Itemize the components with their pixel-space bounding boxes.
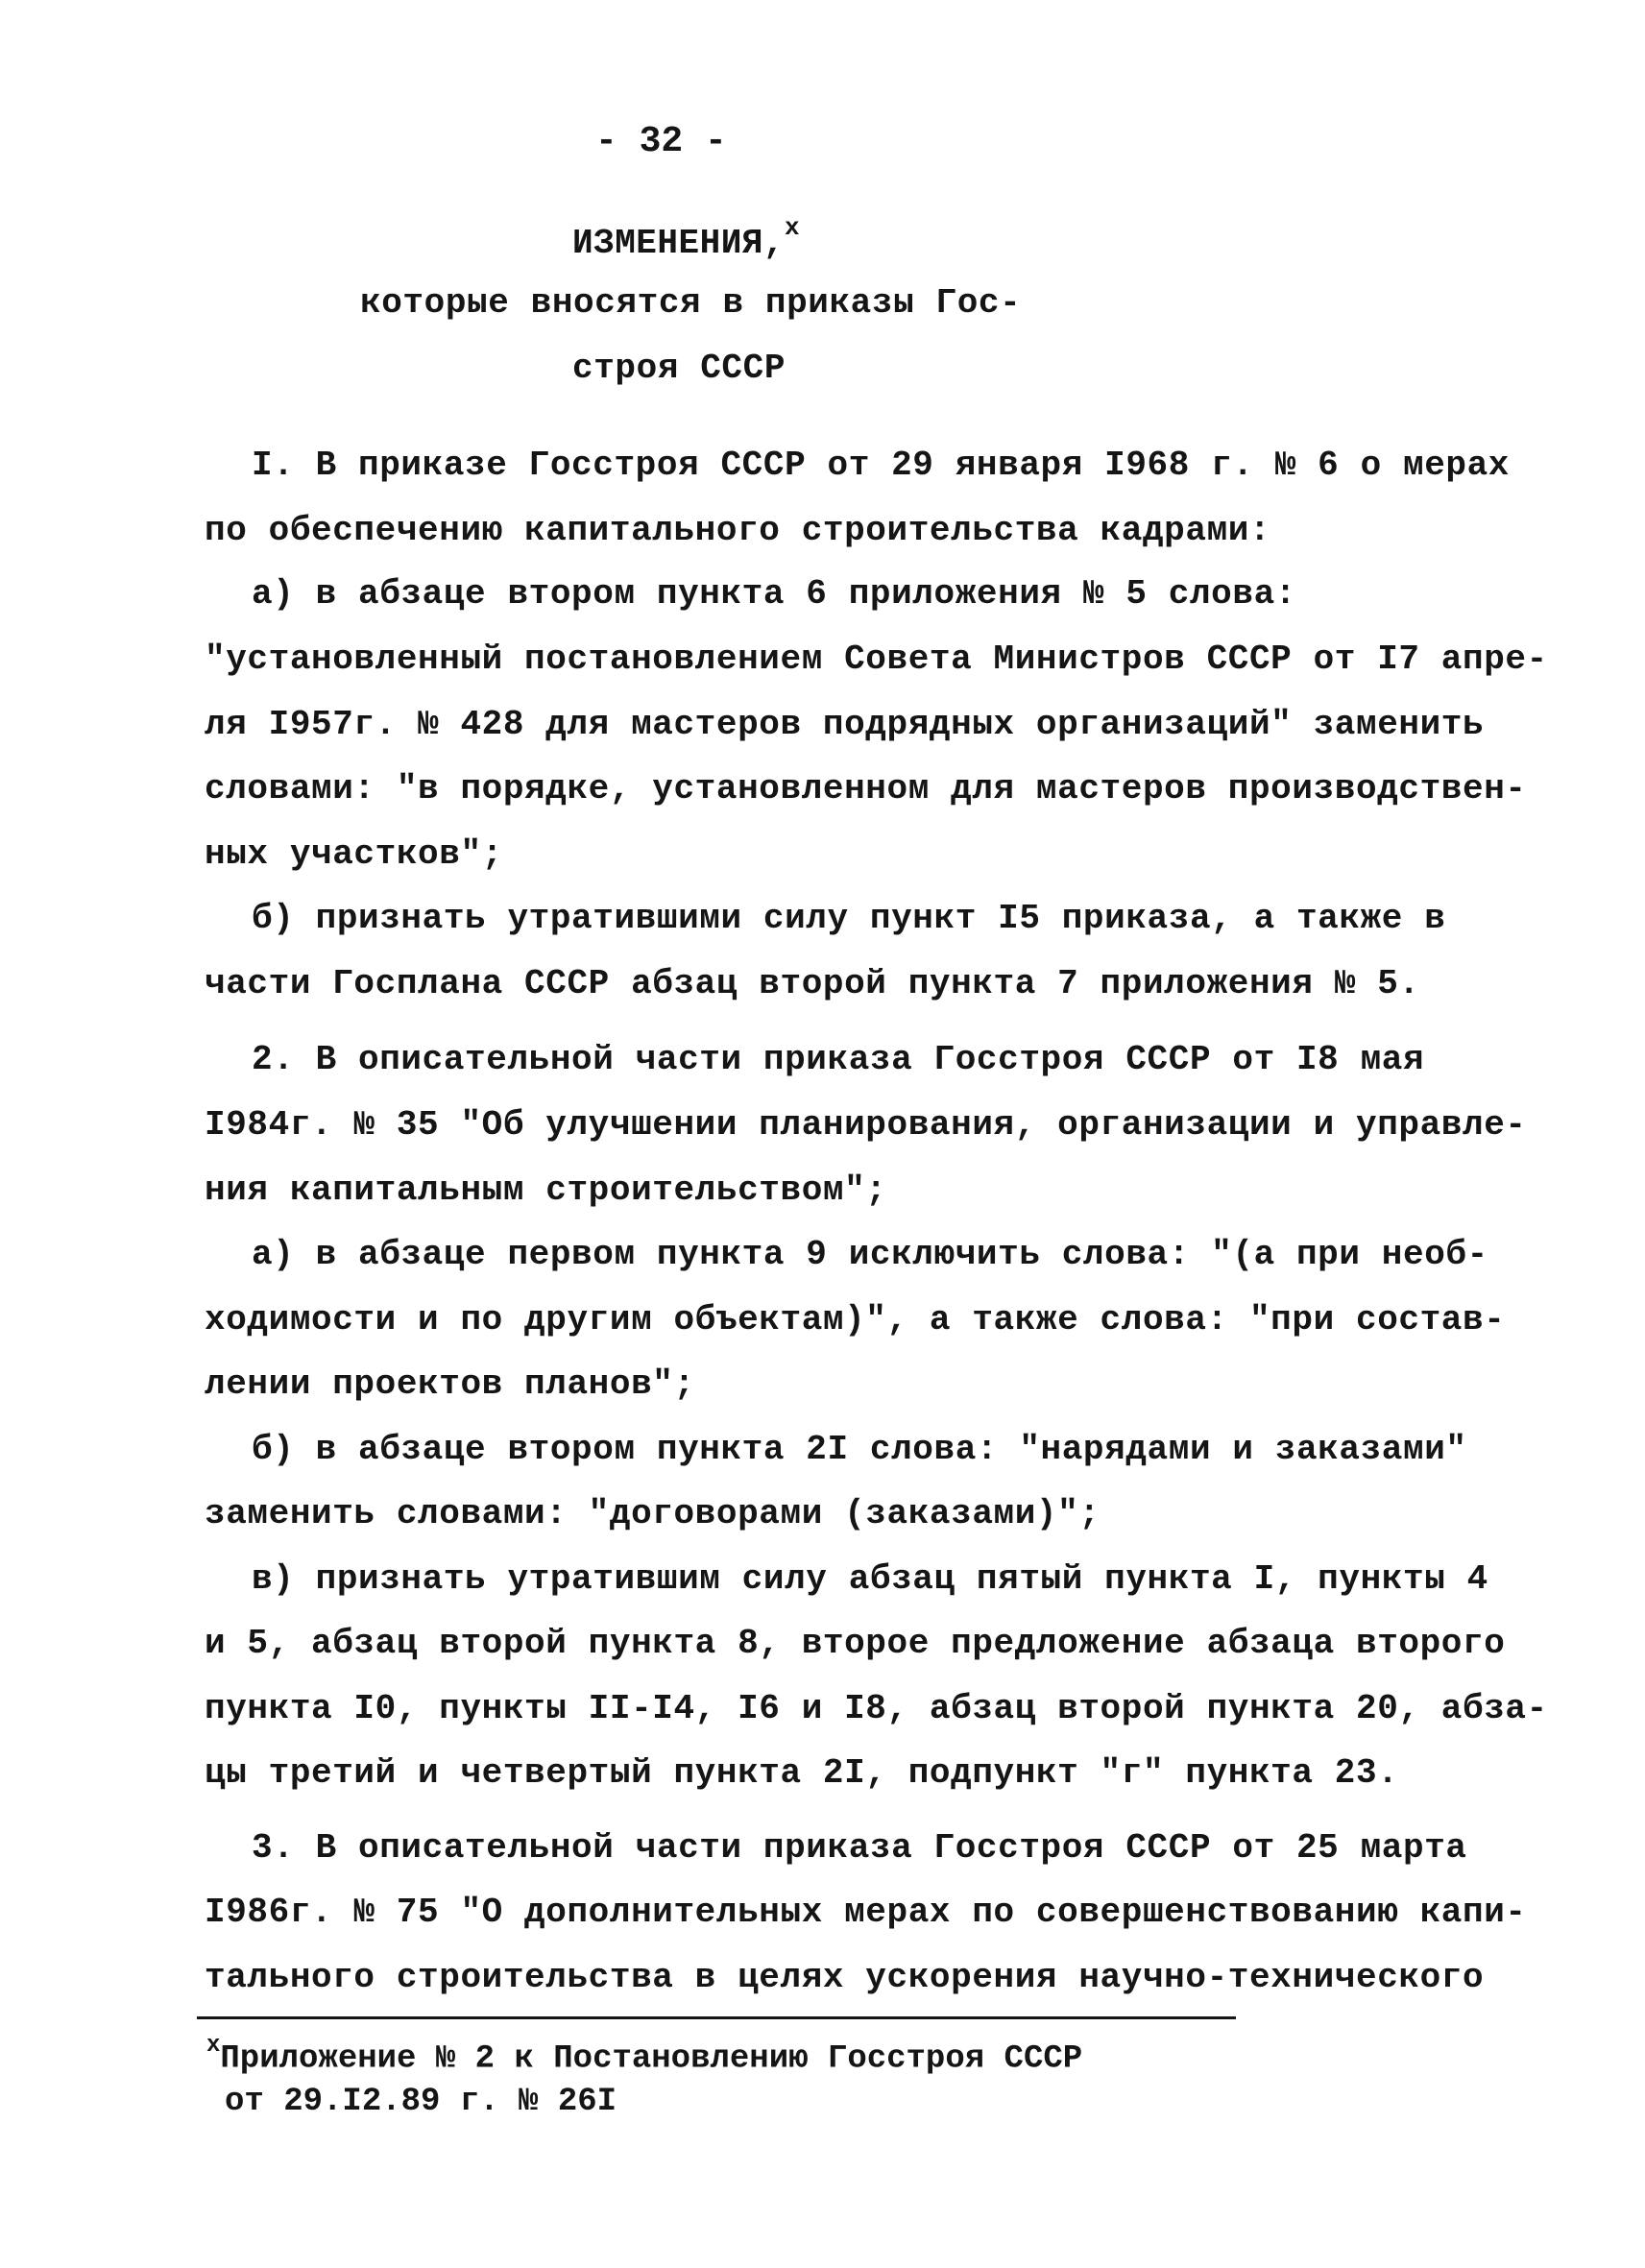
body-line: 2. В описательной части приказа Госстроя СССР от I8 мая xyxy=(252,1040,1425,1079)
body-line: и 5, абзац второй пункта 8, второе предложение абзаца второго xyxy=(205,1624,1506,1663)
body-line: I986г. № 75 "О дополнительных мерах по совершенствованию капи- xyxy=(205,1893,1527,1932)
footnote-mark: x xyxy=(206,2033,221,2059)
body-line: а) в абзаце первом пункта 9 исключить слова: "(а при необ- xyxy=(252,1235,1488,1274)
body-line: а) в абзаце втором пункта 6 приложения № 5 слова: xyxy=(252,574,1296,614)
body-line: пункта I0, пункты II-I4, I6 и I8, абзац второй пункта 20, абза- xyxy=(205,1689,1548,1728)
footnote-divider xyxy=(197,2016,1236,2019)
subtitle-line-2: строя СССР xyxy=(572,349,786,388)
body-line: ных участков"; xyxy=(205,834,503,874)
footnote-line-2: от 29.I2.89 г. № 26I xyxy=(225,2084,617,2120)
body-line: "установленный постановлением Совета Министров СССР от I7 апре- xyxy=(205,639,1548,679)
body-line: тального строительства в целях ускорения научно-технического xyxy=(205,1958,1485,1997)
body-line: I. В приказе Госстроя СССР от 29 января I968 г. № 6 о мерах xyxy=(252,446,1511,485)
document-title xyxy=(572,213,801,263)
body-line: по обеспечению капитального строительства кадрами: xyxy=(205,511,1271,550)
body-line: б) признать утратившими силу пункт I5 приказа, а также в xyxy=(252,899,1446,938)
page-number: - 32 - xyxy=(595,121,727,162)
body-line: части Госплана СССР абзац второй пункта 7 приложения № 5. xyxy=(205,964,1420,1003)
body-line: заменить словами: "договорами (заказами)"; xyxy=(205,1494,1101,1533)
footnote-text: Приложение № 2 к Постановлению Госстроя СССР xyxy=(220,2040,1083,2078)
body-line: I984г. № 35 "Об улучшении планирования, организации и управле- xyxy=(205,1105,1527,1145)
subtitle-line-1: которые вносятся в приказы Гос- xyxy=(360,283,1022,323)
body-line: 3. В описательной части приказа Госстроя СССР от 25 марта xyxy=(252,1828,1467,1868)
body-line: цы третий и четвертый пункта 2I, подпункт "г" пункта 23. xyxy=(205,1753,1399,1793)
title-footnote-mark: x xyxy=(785,213,801,242)
footnote-line-1 xyxy=(206,2029,1082,2080)
body-line: лении проектов планов"; xyxy=(205,1364,695,1404)
body-line: ходимости и по другим объектам)", а также слова: "при состав- xyxy=(205,1300,1506,1339)
title-word: ИЗМЕНЕНИЯ, xyxy=(572,224,786,263)
body-line: в) признать утратившим силу абзац пятый пункта I, пункты 4 xyxy=(252,1559,1488,1599)
body-line: ля I957г. № 428 для мастеров подрядных организаций" заменить xyxy=(205,705,1485,744)
body-line: ния капитальным строительством"; xyxy=(205,1170,887,1210)
body-line: б) в абзаце втором пункта 2I слова: "нарядами и заказами" xyxy=(252,1430,1467,1469)
body-line: словами: "в порядке, установленном для мастеров производствен- xyxy=(205,769,1527,808)
